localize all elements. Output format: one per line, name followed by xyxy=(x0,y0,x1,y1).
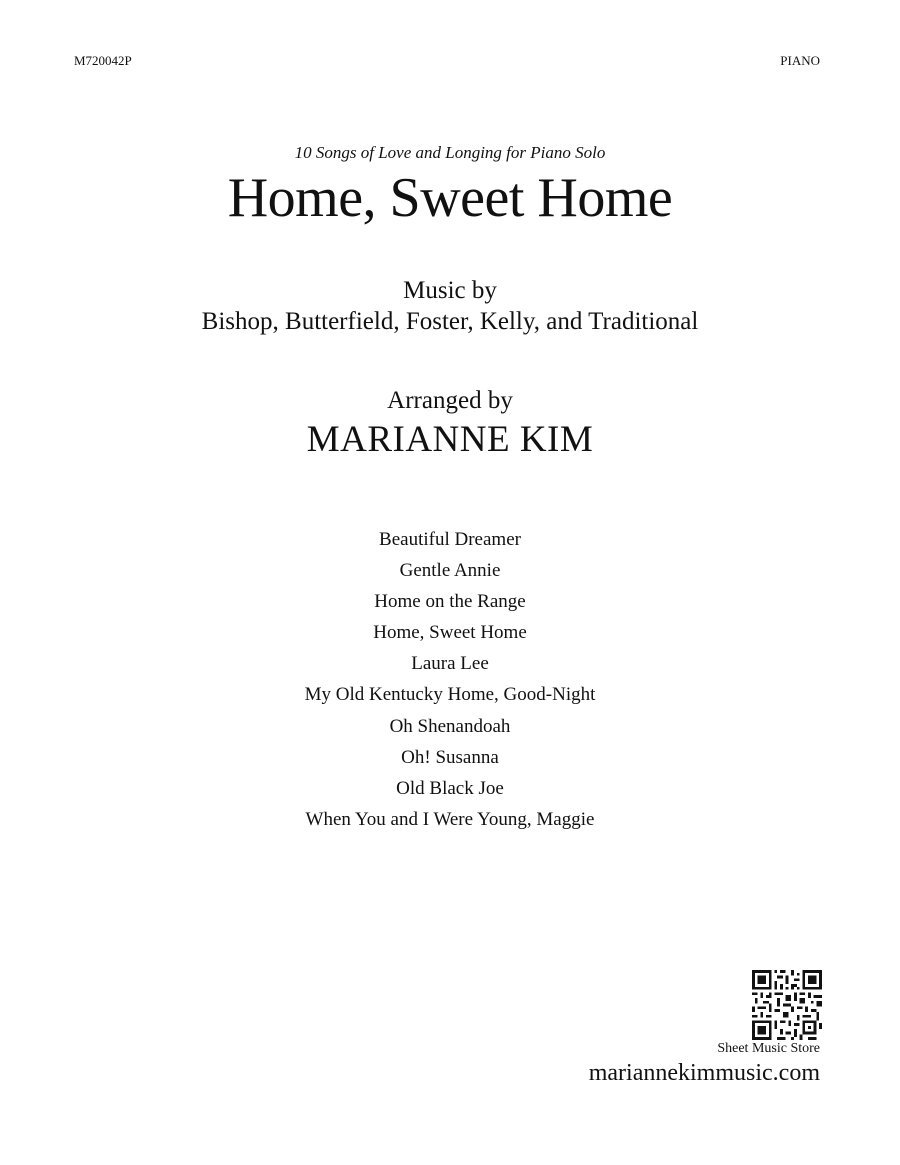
website-link[interactable]: mariannekimmusic.com xyxy=(588,1060,820,1086)
cover-subtitle: 10 Songs of Love and Longing for Piano Solo xyxy=(294,143,606,162)
song-item: Old Black Joe xyxy=(396,777,504,799)
song-item: Home, Sweet Home xyxy=(373,622,527,644)
song-item: Laura Lee xyxy=(411,653,489,675)
song-item: Home on the Range xyxy=(374,591,526,613)
song-list xyxy=(0,526,900,837)
arranger-name: MARIANNE KIM xyxy=(306,419,594,460)
song-item: Oh! Susanna xyxy=(401,746,499,768)
catalog-code: M720042P xyxy=(74,53,132,68)
composers: Bishop, Butterfield, Foster, Kelly, and Traditional xyxy=(201,308,699,335)
cover-title: Home, Sweet Home xyxy=(227,167,673,229)
arranged-by-label: Arranged by xyxy=(387,387,513,414)
song-item: Beautiful Dreamer xyxy=(379,529,521,550)
song-item: Gentle Annie xyxy=(399,560,501,582)
instrument-label: PIANO xyxy=(780,53,820,68)
sheet-music-store-label: Sheet Music Store xyxy=(717,1041,820,1056)
song-item: When You and I Were Young, Maggie xyxy=(305,808,595,830)
qr-code-icon[interactable] xyxy=(752,970,822,1040)
music-by-label: Music by xyxy=(403,277,497,304)
song-item: Oh Shenandoah xyxy=(389,715,511,737)
song-item: My Old Kentucky Home, Good-Night xyxy=(304,684,596,706)
